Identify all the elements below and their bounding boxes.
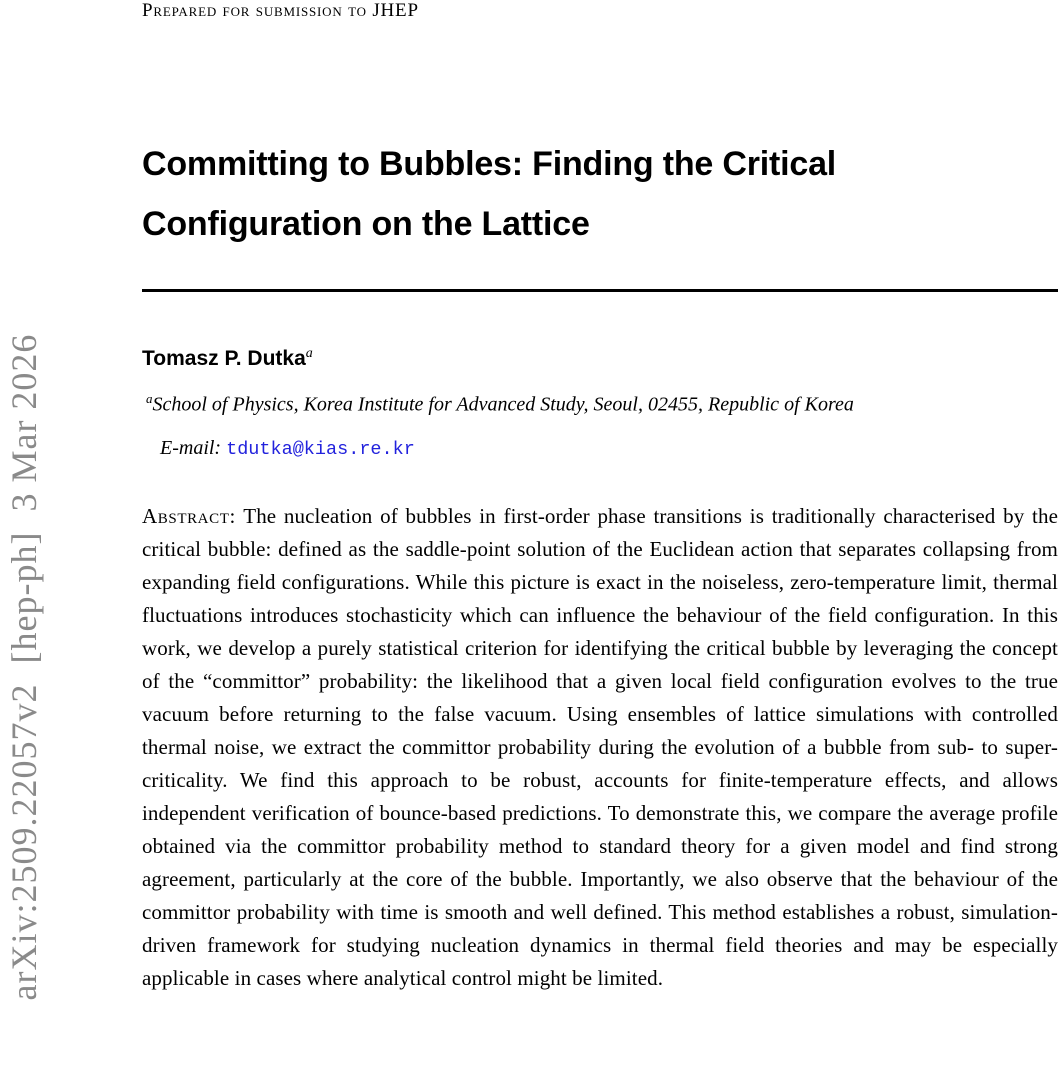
email-link[interactable]: tdutka@kias.re.kr — [226, 439, 415, 460]
title-line-2: Configuration on the Lattice — [142, 205, 590, 243]
email-line — [160, 437, 415, 460]
author-affiliation-mark: a — [305, 346, 313, 361]
abstract-text: The nucleation of bubbles in first-order phase transitions is traditionally characterised by the critical bubble: defined as the saddle-point solution of the Euclidean action that separates collapsing from expanding field configurations. While this picture is exact in the noiseless, zero-temperature limit, thermal fluctuations introduces stochasticity which can influence the behaviour of the field configuration. In this work, we develop a purely statistical criterion for identifying the critical bubble by leveraging the concept of the “committor” probability: the likelihood that a given local field configuration evolves to the true vacuum before returning to the false vacuum. Using ensembles of lattice simulations with controlled thermal noise, we extract the committor probability during the evolution of a bubble from sub- to super-criticality. We find this approach to be robust, accounts for finite-temperature effects, and allows independent verification of bounce-based predictions. To demonstrate this, we compare the average profile obtained via the committor probability method to standard theory for a given model and find strong agreement, particularly at the core of the bubble. Importantly, we also observe that the behaviour of the committor probability with time is smooth and well defined. This method establishes a robust, simulation-driven framework for studying nucleation dynamics in thermal field theories and may be especially applicable in cases where analytical control might be limited. — [142, 504, 1058, 990]
submission-header: Prepared for submission to JHEP — [142, 0, 419, 21]
author-line — [142, 346, 313, 371]
affiliation-line — [146, 391, 854, 417]
abstract-label: Abstract: — [142, 504, 236, 528]
arxiv-identifier-stamp: arXiv:2509.22057v2 [hep-ph] 3 Mar 2026 — [4, 333, 44, 1001]
title-divider-rule — [142, 289, 1058, 292]
author-name: Tomasz P. Dutka — [142, 347, 306, 370]
affiliation-text: School of Physics, Korea Institute for Advanced Study, Seoul, 02455, Republic of Korea — [152, 393, 854, 416]
email-label: E-mail: — [160, 437, 222, 459]
abstract-paragraph — [142, 500, 1058, 995]
title-line-1: Committing to Bubbles: Finding the Critical — [142, 145, 837, 183]
page-title — [142, 134, 1058, 254]
affiliation-mark: a — [146, 391, 153, 406]
